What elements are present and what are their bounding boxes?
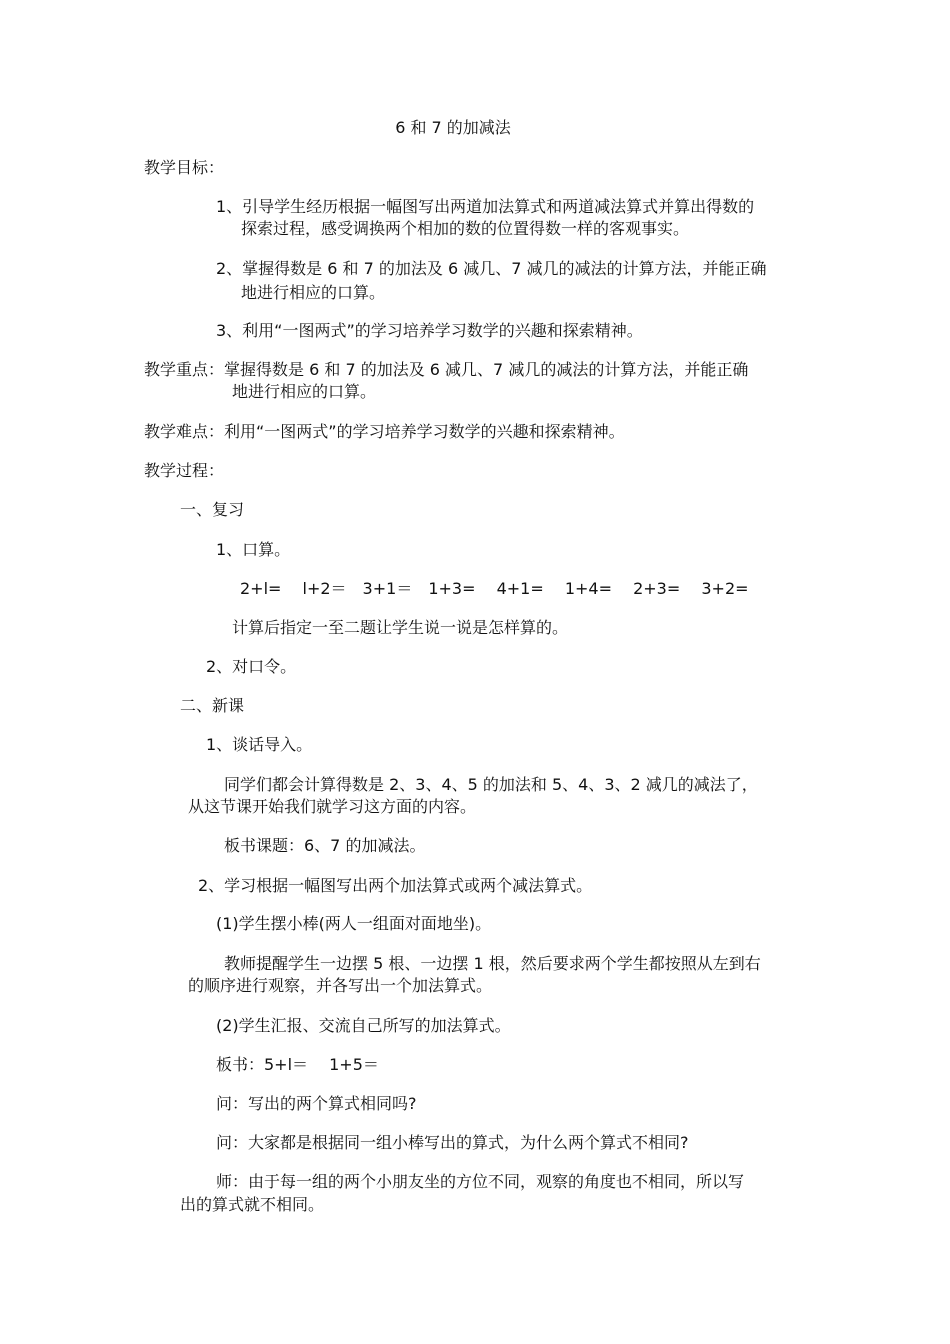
objective-3: 3、利用“一图两式”的学习培养学习数学的兴趣和探索精神。 bbox=[216, 321, 643, 340]
question-2: 问：大家都是根据同一组小棒写出的算式，为什么两个算式不相同? bbox=[216, 1133, 689, 1152]
key-points-line1: 教学重点：掌握得数是 6 和 7 的加法及 6 减几、7 减几的减法的计算方法，并能正确 bbox=[144, 360, 749, 379]
process-heading: 教学过程： bbox=[144, 461, 225, 480]
question-1: 问：写出的两个算式相同吗? bbox=[216, 1094, 417, 1113]
review-item-2: 2、对口令。 bbox=[206, 657, 297, 676]
teacher-line1: 师：由于每一组的两个小朋友坐的方位不同，观察的角度也不相同，所以写 bbox=[216, 1172, 745, 1191]
difficulty: 教学难点：利用“一图两式”的学习培养学习数学的兴趣和探索精神。 bbox=[144, 422, 625, 441]
board-equations: 板书：5+l＝ 1+5＝ bbox=[216, 1055, 379, 1074]
intro-line1: 同学们都会计算得数是 2、3、4、5 的加法和 5、4、3、2 减几的减法了， bbox=[224, 775, 758, 794]
step-2: (2)学生汇报、交流自己所写的加法算式。 bbox=[216, 1016, 511, 1035]
key-points-line2: 地进行相应的口算。 bbox=[232, 382, 377, 401]
objective-1-line2: 探索过程，感受调换两个相加的数的位置得数一样的客观事实。 bbox=[241, 219, 690, 238]
objectives-heading: 教学目标： bbox=[144, 158, 225, 177]
review-heading: 一、复习 bbox=[180, 500, 245, 519]
teacher-line2: 出的算式就不相同。 bbox=[180, 1195, 325, 1214]
document-title: 6 和 7 的加减法 bbox=[395, 118, 511, 137]
remind-line1: 教师提醒学生一边摆 5 根、一边摆 1 根，然后要求两个学生都按照从左到右 bbox=[224, 954, 761, 973]
step-1: (1)学生摆小棒(两人一组面对面地坐)。 bbox=[216, 914, 492, 933]
new-lesson-item-2: 2、学习根据一幅图写出两个加法算式或两个减法算式。 bbox=[198, 876, 593, 895]
objective-1-line1: 1、引导学生经历根据一幅图写出两道加法算式和两道减法算式并算出得数的 bbox=[216, 197, 755, 216]
objective-2-line2: 地进行相应的口算。 bbox=[241, 283, 386, 302]
remind-line2: 的顺序进行观察，并各写出一个加法算式。 bbox=[188, 976, 493, 995]
review-item-1: 1、口算。 bbox=[216, 540, 291, 559]
review-calc: 2+l= l+2＝ 3+1＝ 1+3= 4+1= 1+4= 2+3= 3+2= bbox=[240, 579, 749, 598]
board-title: 板书课题：6、7 的加减法。 bbox=[224, 836, 426, 855]
new-lesson-item-1: 1、谈话导入。 bbox=[206, 735, 313, 754]
intro-line2: 从这节课开始我们就学习这方面的内容。 bbox=[188, 797, 477, 816]
new-lesson-heading: 二、新课 bbox=[180, 696, 245, 715]
objective-2-line1: 2、掌握得数是 6 和 7 的加法及 6 减几、7 减几的减法的计算方法，并能正确 bbox=[216, 259, 767, 278]
review-note: 计算后指定一至二题让学生说一说是怎样算的。 bbox=[232, 618, 569, 637]
